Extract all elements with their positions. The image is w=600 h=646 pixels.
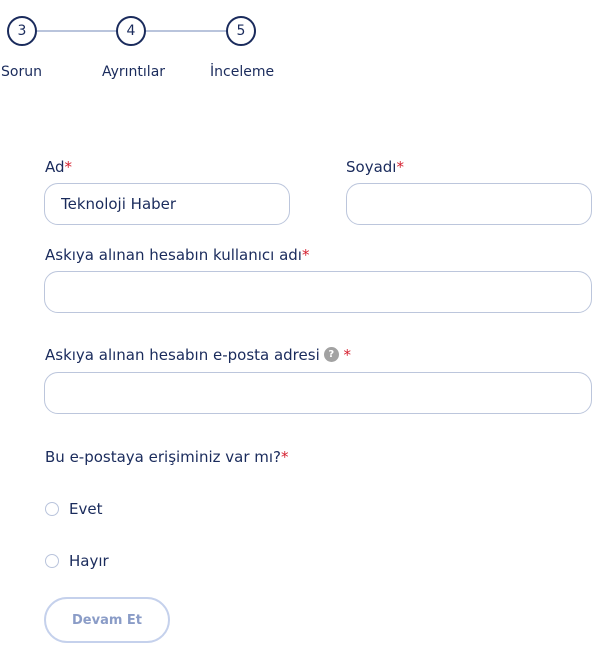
step-connector [145,30,227,32]
step-3-label: Sorun [1,64,42,80]
email-input[interactable] [44,372,592,414]
step-4-label: Ayrıntılar [102,64,166,80]
last-name-input[interactable] [346,183,592,225]
required-mark: * [64,158,73,176]
radio-label: Evet [69,500,103,518]
radio-option-no[interactable] [45,552,109,570]
step-number: 5 [236,23,246,39]
access-question-label: Bu e-postaya erişiminiz var mı?* [45,448,289,466]
required-mark: * [396,158,404,176]
first-name-label: Ad* [45,158,73,176]
step-5-circle [226,16,256,46]
radio-option-yes[interactable] [45,500,102,518]
username-label: Askıya alınan hesabın kullanıcı adı* [45,246,310,264]
step-number: 3 [17,23,27,39]
last-name-label: Soyadı* [346,158,404,176]
step-number: 4 [126,23,136,39]
continue-button[interactable]: Devam Et [44,597,170,643]
step-3-circle [7,16,37,46]
required-mark: * [281,448,289,466]
first-name-input[interactable] [44,183,290,225]
radio-label: Hayır [69,552,109,570]
username-input[interactable] [44,271,592,313]
email-label: Askıya alınan hesabın e-posta adresi ? * [45,346,352,364]
step-5-label: İnceleme [210,64,275,80]
step-connector [37,30,117,32]
help-icon[interactable]: ? [324,347,339,362]
required-mark: * [301,246,310,264]
radio-button[interactable] [45,554,59,568]
step-4-circle [116,16,146,46]
required-mark: * [343,346,352,364]
radio-button[interactable] [45,502,59,516]
